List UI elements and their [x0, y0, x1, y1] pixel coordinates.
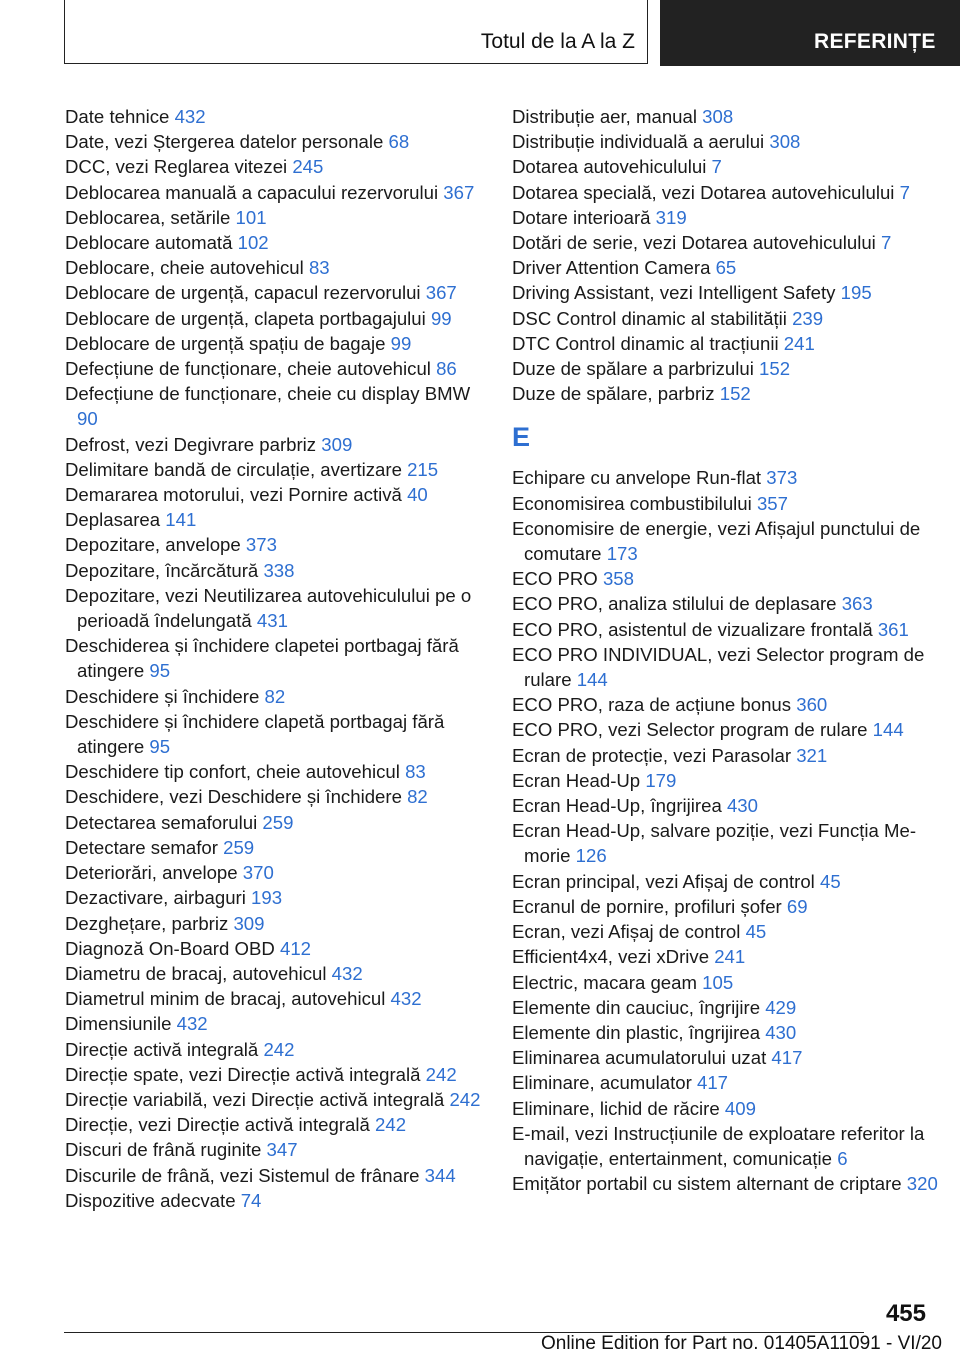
page-reference-link[interactable]: 367: [443, 181, 475, 203]
page-reference-link[interactable]: 308: [702, 106, 734, 127]
index-entry: [512, 129, 942, 154]
index-entry: [65, 129, 495, 154]
page-reference-link[interactable]: 431: [256, 610, 288, 632]
index-entry: [65, 280, 495, 305]
page-reference-link[interactable]: 409: [724, 1097, 756, 1119]
page-reference-link[interactable]: 74: [240, 1189, 262, 1211]
entry-text: Deblocarea manuală a capacului rezervorului: [65, 181, 439, 203]
page-reference-link[interactable]: 358: [602, 568, 634, 590]
index-entry: [512, 381, 942, 406]
page-reference-link[interactable]: 361: [877, 618, 909, 640]
entry-text: Economisirea combustibilului: [512, 492, 752, 514]
page-reference-link[interactable]: 430: [726, 795, 758, 817]
index-entry: [512, 617, 942, 642]
entry-text: Dezghețare, parbriz: [65, 912, 229, 934]
entry-text: Dotarea specială, vezi Dotarea autovehiculului: [512, 181, 895, 203]
page-reference-link[interactable]: 193: [251, 887, 283, 909]
entry-text: Deteriorări, anvelope: [65, 862, 238, 884]
entry-text: Driver Attention Camera: [512, 257, 711, 279]
index-entry: [512, 1096, 942, 1121]
index-entry: [512, 642, 942, 692]
page-reference-link[interactable]: 242: [375, 1114, 407, 1136]
entry-text: Deschiderea și închidere clapetei portbagaj fără atingere: [65, 635, 459, 682]
index-entry: [512, 919, 942, 944]
page-reference-link[interactable]: 7: [711, 156, 722, 178]
index-entry: [65, 709, 495, 759]
index-entry: [65, 961, 495, 986]
index-entry: [65, 1087, 495, 1112]
page-reference-link[interactable]: 173: [606, 543, 638, 565]
entry-text: ECO PRO: [512, 568, 598, 590]
entry-text: DCC, vezi Reglarea vitezei: [65, 156, 288, 178]
entry-text: Detectarea semaforului: [65, 811, 258, 833]
entry-text: Deblocare automată: [65, 232, 233, 254]
index-entry: [65, 1062, 495, 1087]
page-reference-link[interactable]: 432: [176, 1013, 208, 1035]
entry-text: Deschidere, vezi Deschidere și închidere: [65, 786, 402, 808]
page-reference-link[interactable]: 242: [425, 1063, 457, 1085]
page-reference-link[interactable]: 102: [237, 232, 269, 254]
page-reference-link[interactable]: 412: [279, 937, 312, 959]
entry-text: Demararea motorului, vezi Pornire activă: [65, 484, 402, 506]
entry-text: Detectare semafor: [65, 836, 218, 858]
entry-text: Discurile de frână, vezi Sistemul de frânare: [65, 1164, 420, 1186]
index-entry: [65, 911, 495, 936]
entry-text: Efficient4x4, vezi xDrive: [512, 946, 710, 968]
entry-text: Driving Assistant, vezi Intelligent Safety: [512, 282, 836, 304]
entry-text: Elemente din plastic, îngrijirea: [512, 1021, 761, 1043]
index-entry: [65, 507, 495, 532]
page-reference-link[interactable]: 241: [714, 946, 746, 968]
index-entry: [512, 331, 942, 356]
page-reference-link[interactable]: 432: [331, 962, 363, 984]
page-reference-link[interactable]: 83: [308, 257, 330, 279]
entry-text: Distribuție individuală a aerului: [512, 131, 765, 153]
index-entry: [512, 944, 942, 969]
entry-text: Depozitare, încărcătură: [65, 559, 259, 581]
page-reference-link[interactable]: 321: [796, 744, 828, 766]
page-reference-link[interactable]: 429: [765, 996, 797, 1018]
index-entry: [65, 205, 495, 230]
entry-text: Defecțiune de funcționare, cheie cu display BMW: [65, 383, 471, 405]
index-entry: [512, 894, 942, 919]
entry-text: Direcție activă integrală: [65, 1038, 259, 1060]
index-entry: [65, 457, 495, 482]
index-entry: [65, 104, 495, 129]
entry-text: Ecran Head-Up: [512, 769, 641, 791]
entry-text: Dezactivare, airbaguri: [65, 887, 246, 909]
entry-text: ECO PRO, asistentul de vizualizare frontală: [512, 618, 873, 640]
section-title: REFERINȚE: [814, 30, 936, 53]
page-reference-link[interactable]: 152: [759, 358, 791, 380]
entry-text: Defecțiune de funcționare, cheie autovehicul: [65, 358, 431, 380]
entry-text: Diametru de bracaj, autovehicul: [65, 962, 327, 984]
page-reference-link[interactable]: 69: [786, 895, 808, 917]
entry-text: ECO PRO, raza de acțiune bonus: [512, 694, 792, 716]
entry-text: ECO PRO, vezi Selector program de rulare: [512, 719, 868, 741]
page-reference-link[interactable]: 95: [149, 660, 171, 682]
footer-edition: Online Edition for Part no. 01405A11091 - VI/20: [540, 1333, 942, 1354]
index-entry: [65, 558, 495, 583]
page-reference-link[interactable]: 105: [702, 971, 734, 993]
entry-text: Dotare interioară: [512, 206, 651, 228]
page-reference-link[interactable]: 99: [390, 332, 412, 354]
page-reference-link[interactable]: 45: [819, 870, 841, 892]
page-reference-link[interactable]: 259: [223, 836, 255, 858]
entry-text: ECO PRO, analiza stilului de deplasare: [512, 593, 837, 615]
index-entry: [65, 356, 495, 381]
page-reference-link[interactable]: 308: [769, 131, 801, 153]
index-entry: [65, 482, 495, 507]
index-entry: [512, 743, 942, 768]
page-reference-link[interactable]: 357: [756, 492, 788, 514]
index-entry: [65, 154, 495, 179]
section-letter-heading: E: [512, 422, 531, 453]
index-entry: [65, 583, 495, 633]
page-reference-link[interactable]: 215: [407, 458, 439, 480]
index-entry: [65, 1011, 495, 1036]
page-reference-link[interactable]: 83: [405, 761, 426, 783]
index-entry: [512, 1020, 942, 1045]
entry-text: Ecranul de pornire, profiluri șofer: [512, 895, 782, 917]
index-entry: [512, 869, 942, 894]
page-reference-link[interactable]: 430: [765, 1021, 797, 1043]
index-entry: [65, 306, 495, 331]
entry-text: ECO PRO INDIVIDUAL, vezi Selector program de rulare: [512, 643, 925, 691]
page-reference-link[interactable]: 82: [407, 786, 428, 808]
index-entry: [512, 255, 942, 280]
page-reference-link[interactable]: 239: [792, 307, 824, 329]
entry-text: Deblocare de urgență, clapeta portbagajului: [65, 307, 426, 329]
index-entry: [512, 465, 942, 490]
entry-text: Diagnoză On-Board OBD: [65, 937, 275, 959]
page-reference-link[interactable]: 309: [321, 433, 353, 455]
index-entry: [65, 835, 495, 860]
index-entry: [65, 810, 495, 835]
index-entry: [512, 1070, 942, 1095]
page-reference-link[interactable]: 309: [233, 912, 265, 934]
index-entry: [65, 432, 495, 457]
index-entry: [65, 331, 495, 356]
page-reference-link[interactable]: 241: [783, 332, 815, 354]
page-reference-link[interactable]: 82: [264, 685, 286, 707]
index-entry: [512, 154, 942, 179]
page-reference-link[interactable]: 6: [837, 1147, 848, 1169]
page-reference-link[interactable]: 144: [872, 719, 904, 741]
entry-text: Dotări de serie, vezi Dotarea autovehiculului: [512, 232, 876, 254]
index-column-right: [512, 104, 942, 1196]
page-reference-link[interactable]: 373: [766, 467, 798, 489]
entry-text: E-mail, vezi Instrucțiunile de exploatare referitor la navigație, entertainment, comunicație: [512, 1122, 925, 1169]
page-reference-link[interactable]: 65: [715, 257, 737, 279]
page-number: 455: [885, 1300, 926, 1327]
index-entry: [65, 860, 495, 885]
page-reference-link[interactable]: 432: [390, 988, 422, 1010]
entry-text: Depozitare, vezi Neutilizarea autovehiculului pe o perioadă îndelungată: [65, 584, 472, 632]
index-entry: [65, 936, 495, 961]
page-reference-link[interactable]: 195: [840, 282, 872, 304]
entry-text: Duze de spălare a parbrizului: [512, 358, 754, 380]
page-reference-link[interactable]: 320: [906, 1173, 938, 1195]
index-entry: [512, 180, 942, 205]
index-entry: [512, 306, 942, 331]
entry-text: Deschidere și închidere: [65, 685, 260, 707]
page-reference-link[interactable]: 40: [407, 484, 428, 506]
page-reference-link[interactable]: 417: [696, 1072, 729, 1094]
page-reference-link[interactable]: 245: [292, 156, 324, 178]
index-entry: [512, 104, 942, 129]
index-entry: [512, 280, 942, 305]
entry-text: Date tehnice: [65, 106, 170, 127]
index-entry: [512, 793, 942, 818]
entry-text: Deplasarea: [65, 509, 161, 531]
page-reference-link[interactable]: 95: [149, 736, 171, 758]
entry-text: Deschidere tip confort, cheie autovehicul: [65, 761, 400, 783]
page-reference-link[interactable]: 141: [165, 509, 197, 531]
page-reference-link[interactable]: 99: [430, 307, 452, 329]
page-reference-link[interactable]: 126: [575, 845, 607, 867]
page-reference-link[interactable]: 319: [655, 206, 687, 228]
page-reference-link[interactable]: 152: [719, 383, 751, 405]
page-reference-link[interactable]: 373: [245, 534, 277, 556]
entry-text: Dispozitive adecvate: [65, 1189, 236, 1211]
page-reference-link[interactable]: 432: [174, 106, 206, 127]
entry-text: Deblocare de urgență spațiu de bagaje: [65, 332, 386, 354]
page-reference-link[interactable]: 338: [263, 559, 295, 581]
index-entry: [512, 516, 942, 566]
index-entry: [65, 1163, 495, 1188]
entry-text: DSC Control dinamic al stabilității: [512, 307, 787, 329]
index-entry: [65, 684, 495, 709]
index-entry: [65, 1137, 495, 1162]
index-group-e: [512, 465, 942, 1196]
entry-text: Direcție spate, vezi Direcție activă integrală: [65, 1063, 421, 1085]
page-reference-link[interactable]: 7: [899, 181, 910, 203]
index-entry: [65, 532, 495, 557]
index-entry: [512, 818, 942, 868]
entry-text: Eliminare, lichid de răcire: [512, 1097, 720, 1119]
entry-text: Electric, macara geam: [512, 971, 697, 993]
page-reference-link[interactable]: 101: [235, 206, 267, 228]
page-reference-link[interactable]: 242: [263, 1038, 295, 1060]
page-reference-link[interactable]: 242: [449, 1088, 481, 1110]
index-entry: [65, 1037, 495, 1062]
index-entry: [512, 230, 942, 255]
page-reference-link[interactable]: 347: [266, 1139, 298, 1161]
entry-text: DTC Control dinamic al tracțiunii: [512, 332, 779, 354]
page-reference-link[interactable]: 367: [425, 282, 457, 304]
entry-text: Eliminare, acumulator: [512, 1072, 692, 1094]
header-section-tab: [660, 0, 960, 66]
page-reference-link[interactable]: 144: [576, 669, 608, 691]
entry-text: Ecran Head-Up, îngrijirea: [512, 795, 722, 817]
index-entry: [512, 1121, 942, 1171]
page-reference-link[interactable]: 363: [841, 593, 873, 615]
page-reference-link[interactable]: 344: [424, 1164, 456, 1186]
index-entry: [65, 885, 495, 910]
entry-text: Delimitare bandă de circulație, avertizare: [65, 458, 402, 480]
entry-text: Dimensiunile: [65, 1013, 172, 1035]
entry-text: Deblocarea, setările: [65, 206, 231, 228]
page-reference-link[interactable]: 360: [796, 694, 828, 716]
index-entry: [65, 1188, 495, 1213]
index-entry: [512, 692, 942, 717]
entry-text: Diametrul minim de bracaj, autovehicul: [65, 988, 386, 1010]
page-reference-link[interactable]: 68: [388, 131, 410, 153]
entry-text: Deblocare, cheie autovehicul: [65, 257, 304, 279]
entry-text: Duze de spălare, parbriz: [512, 383, 715, 405]
entry-text: Echipare cu anvelope Run-flat: [512, 467, 762, 489]
index-entry: [65, 230, 495, 255]
page-reference-link[interactable]: 179: [645, 769, 677, 791]
index-entry: [65, 1112, 495, 1137]
entry-text: Distribuție aer, manual: [512, 106, 697, 127]
index-entry: [512, 491, 942, 516]
index-entry: [512, 205, 942, 230]
entry-text: Discuri de frână ruginite: [65, 1139, 262, 1161]
entry-text: Eliminarea acumulatorului uzat: [512, 1047, 767, 1069]
page-reference-link[interactable]: 417: [771, 1047, 803, 1069]
chapter-title: Totul de la A la Z: [480, 30, 635, 53]
entry-text: Emițător portabil cu sistem alternant de criptare: [512, 1173, 902, 1195]
entry-text: Direcție variabilă, vezi Direcție activă integrală: [65, 1088, 445, 1110]
index-entry: [512, 591, 942, 616]
index-entry: [65, 986, 495, 1011]
page-reference-link[interactable]: 90: [77, 408, 98, 430]
entry-text: Date, vezi Ștergerea datelor personale: [65, 131, 384, 153]
entry-text: Ecran de protecție, vezi Parasolar: [512, 744, 792, 766]
index-entry: [65, 180, 495, 205]
index-entry: [512, 768, 942, 793]
index-entry: [512, 995, 942, 1020]
entry-text: Economisire de energie, vezi Afișajul punctului de comutare: [512, 517, 921, 565]
index-column-left: [65, 104, 495, 1213]
index-entry: [512, 1045, 942, 1070]
entry-text: Direcție, vezi Direcție activă integrală: [65, 1114, 370, 1136]
page-reference-link[interactable]: 370: [242, 862, 274, 884]
index-entry: [512, 1171, 942, 1196]
entry-text: Ecran Head-Up, salvare poziție, vezi Funcția Memorie: [512, 820, 917, 867]
entry-text: Deblocare de urgență, capacul rezervorului: [65, 282, 421, 304]
entry-text: Depozitare, anvelope: [65, 534, 241, 556]
entry-text: Elemente din cauciuc, îngrijire: [512, 996, 761, 1018]
index-entry: [65, 633, 495, 683]
entry-text: Ecran, vezi Afișaj de control: [512, 921, 741, 943]
index-entry: [512, 970, 942, 995]
index-entry: [65, 759, 495, 784]
entry-text: Dotarea autovehiculului: [512, 156, 707, 178]
page-reference-link[interactable]: 45: [745, 921, 767, 943]
page-reference-link[interactable]: 7: [880, 232, 892, 254]
page-reference-link[interactable]: 86: [436, 358, 457, 380]
index-entry: [512, 566, 942, 591]
index-entry: [65, 784, 495, 809]
index-entry: [65, 381, 495, 431]
index-entry: [512, 356, 942, 381]
index-group-d: [512, 104, 942, 406]
entry-text: Deschidere și închidere clapetă portbagaj fără atingere: [65, 710, 445, 758]
header-chapter-box: [64, 0, 648, 64]
index-entry: [65, 255, 495, 280]
entry-text: Ecran principal, vezi Afișaj de control: [512, 870, 815, 892]
page-reference-link[interactable]: 259: [262, 811, 294, 833]
entry-text: Defrost, vezi Degivrare parbriz: [65, 433, 317, 455]
index-entry: [512, 717, 942, 742]
